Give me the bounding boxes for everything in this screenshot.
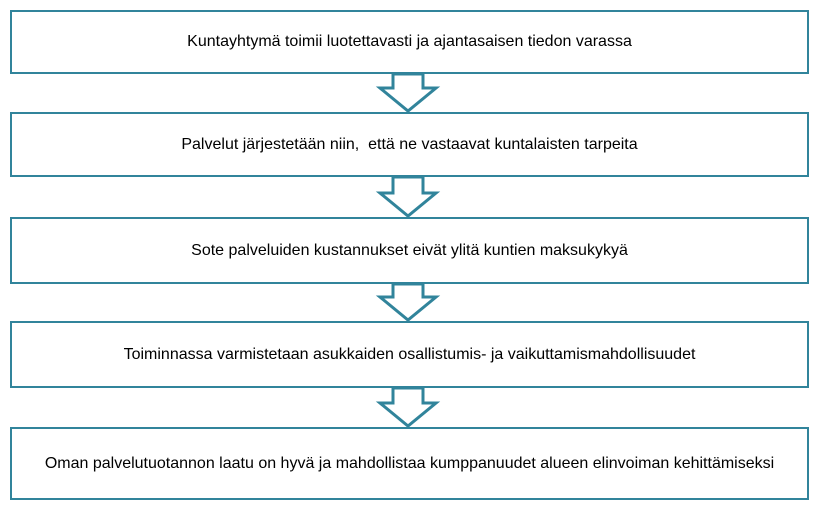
flow-step-3 [10,217,809,284]
flow-step-4-text: Toiminnassa varmistetaan asukkaiden osallistumis- ja vaikuttamismahdollisuudet [123,345,696,363]
down-arrow-icon [378,177,438,217]
flow-step-2 [10,112,809,177]
flow-step-1-text: Kuntayhtymä toimii luotettavasti ja ajantasaisen tiedon varassa [187,33,632,50]
flow-step-4 [10,321,809,388]
flow-step-5-text: Oman palvelutuotannon laatu on hyvä ja mahdollistaa kumppanuudet alueen elinvoiman kehittämiseksi [44,454,775,472]
flow-step-3-text: Sote palveluiden kustannukset eivät ylitä kuntien maksukykyä [191,241,628,259]
down-arrow-icon [378,74,438,112]
down-arrow-icon [378,284,438,321]
down-arrow-icon [378,388,438,427]
flow-step-5 [10,427,809,500]
flow-step-2-text: Palvelut järjestetään niin, että ne vastaavat kuntalaisten tarpeita [181,135,638,153]
flow-step-1 [10,10,809,74]
